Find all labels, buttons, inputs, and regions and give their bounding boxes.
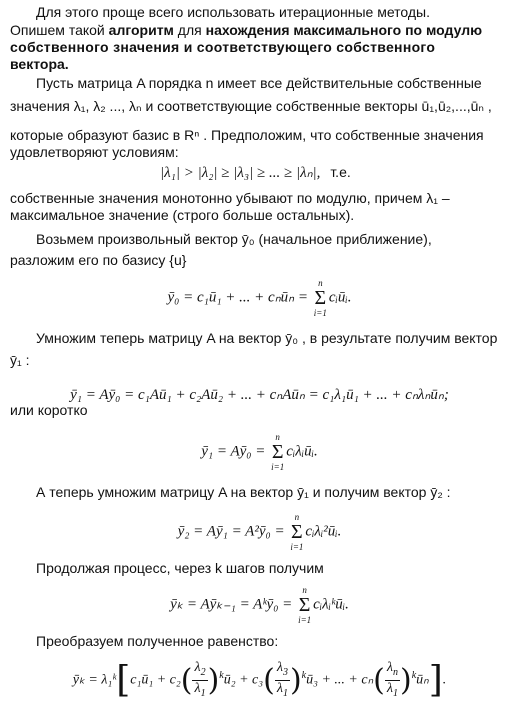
paren-close: ) bbox=[289, 662, 302, 698]
para3-line-2: разложим его по базису {u} bbox=[10, 252, 187, 268]
formula-yk bbox=[0, 585, 519, 625]
formula-text: . bbox=[442, 672, 447, 688]
formula-text: cᵢλᵢ²ūᵢ. bbox=[305, 523, 342, 540]
para5-line-1: или коротко bbox=[10, 402, 88, 418]
intro-line-4: вектора. bbox=[10, 56, 69, 72]
paren-open: ( bbox=[180, 662, 193, 698]
intro-bold-text: нахождения максимального по модулю bbox=[205, 22, 483, 38]
sum-sigma: Σ bbox=[314, 287, 327, 309]
fraction: $\frac{\lambda_2}{\lambda_1}$ bbox=[194, 660, 206, 699]
sum-lower: i=1 bbox=[298, 615, 312, 625]
formula-text: ȳ₀ = c₁ū₁ + ... + cₙūₙ = bbox=[167, 289, 312, 306]
fraction: $\frac{\lambda_n}{\lambda_1}$ bbox=[386, 660, 398, 699]
para1-line-2: значения λ₁, λ₂ ..., λₙ и соответствующие собственные векторы ū₁,ū₂,...,ūₙ , bbox=[10, 98, 492, 114]
intro-bold-algorithm: алгоритм bbox=[108, 22, 174, 38]
para3-line-1: Возьмем произвольный вектор ȳ₀ (начальное приближение), bbox=[36, 231, 432, 247]
intro-text: для bbox=[173, 22, 206, 38]
formula-text: cᵢūᵢ. bbox=[328, 289, 352, 306]
para1-line-3: которые образуют базис в Rⁿ . Предположим, что собственные значения bbox=[10, 127, 484, 143]
sum-upper: n bbox=[275, 432, 280, 442]
intro-text: Опишем такой bbox=[10, 22, 109, 38]
intro-line-3: собственного значения и соответствующего собственного bbox=[10, 39, 436, 55]
formula-text: cᵢλᵢᵏūᵢ. bbox=[313, 596, 349, 613]
formula-y1-full: ȳ₁ = Aȳ₀ = c₁Aū₁ + c₂Aū₂ + ... + cₙAūₙ = c₁λ₁ū₁ + ... + cₙλₙūₙ; bbox=[70, 387, 449, 403]
condition-tail: т.е. bbox=[330, 164, 351, 180]
para8-line-1: Преобразуем полученное равенство: bbox=[36, 633, 279, 649]
intro-line-1: Для этого проще всего использовать итерационные методы. bbox=[36, 4, 431, 20]
formula-text: cᵢλᵢūᵢ. bbox=[286, 443, 318, 460]
formula-y1-short bbox=[0, 432, 519, 472]
formula-text: ū₃ + ... + cₙ bbox=[306, 672, 374, 688]
sum-lower: i=1 bbox=[271, 462, 285, 472]
formula-y0-expansion bbox=[0, 278, 519, 318]
paren-close: ) bbox=[207, 662, 220, 698]
paren-close: ) bbox=[399, 662, 412, 698]
sum-symbol bbox=[290, 512, 303, 552]
formula-text: ū₂ + c₃ bbox=[223, 672, 264, 688]
paren-open: ( bbox=[373, 662, 385, 698]
para2-line-2: максимальное значение (строго больше остальных). bbox=[10, 207, 355, 223]
para2-line-1: собственные значения монотонно убывают по модулю, причем λ₁ – bbox=[10, 190, 450, 206]
bracket-open: [ bbox=[116, 659, 131, 701]
para1-line-4: удовлетворяют условиям: bbox=[10, 144, 179, 160]
sum-symbol bbox=[271, 432, 284, 472]
para4-line-1: Умножим теперь матрицу A на вектор ȳ₀ , в результате получим вектор bbox=[36, 330, 498, 346]
formula-text: ȳₖ = λ₁ᵏ bbox=[72, 672, 117, 688]
fraction: $\frac{\lambda_3}{\lambda_1}$ bbox=[276, 660, 288, 699]
formula-text: ȳ₁ = Aȳ₀ = bbox=[201, 443, 270, 460]
sum-upper: n bbox=[302, 585, 307, 595]
sum-lower: i=1 bbox=[313, 308, 327, 318]
paren-open: ( bbox=[263, 662, 275, 698]
sum-sigma: Σ bbox=[291, 521, 303, 543]
sum-sigma: Σ bbox=[271, 441, 284, 463]
para6-line-1: А теперь умножим матрицу A на вектор ȳ₁ и получим вектор ȳ₂ : bbox=[36, 484, 451, 500]
condition-inequality: |λ₁| > |λ₂| ≥ |λ₃| ≥ ... ≥ |λₙ|, bbox=[160, 165, 321, 181]
formula-text: c₁ū₁ + c₂ bbox=[130, 672, 181, 688]
para7-line-1: Продолжая процесс, через k шагов получим bbox=[36, 560, 324, 576]
formula-y2 bbox=[0, 512, 519, 552]
formula-text: ūₙ bbox=[416, 672, 429, 688]
sum-lower: i=1 bbox=[290, 542, 304, 552]
intro-line-2 bbox=[10, 22, 511, 39]
condition-formula bbox=[160, 164, 511, 182]
sum-sigma: Σ bbox=[298, 594, 311, 616]
bracket-close: ] bbox=[428, 659, 443, 701]
sum-symbol bbox=[298, 585, 311, 625]
sum-upper: n bbox=[294, 512, 300, 522]
sum-upper: n bbox=[318, 278, 323, 288]
formula-text: ȳ₂ = Aȳ₁ = A²ȳ₀ = bbox=[177, 523, 289, 540]
formula-yk-transformed: ȳₖ = λ₁ᵏ[c₁ū₁ + c₂( $\frac{\lambda_2}{\lambda_1}$ )$^k$ū₂ + c₃( $\frac{\lambda_3}{\lambda_1}$ )$^k$ū₃ + ... + cₙ( $\frac{\lambda_n}{\lambda_1}$ )$^k$ūₙ]. bbox=[72, 659, 447, 701]
formula-text: ȳₖ = Aȳₖ₋₁ = Aᵏȳ₀ = bbox=[170, 596, 297, 613]
sum-symbol bbox=[314, 278, 327, 318]
para1-line-1: Пусть матрица A порядка n имеет все действительные собственные bbox=[36, 75, 482, 91]
para4-line-2: ȳ₁ : bbox=[10, 352, 30, 368]
